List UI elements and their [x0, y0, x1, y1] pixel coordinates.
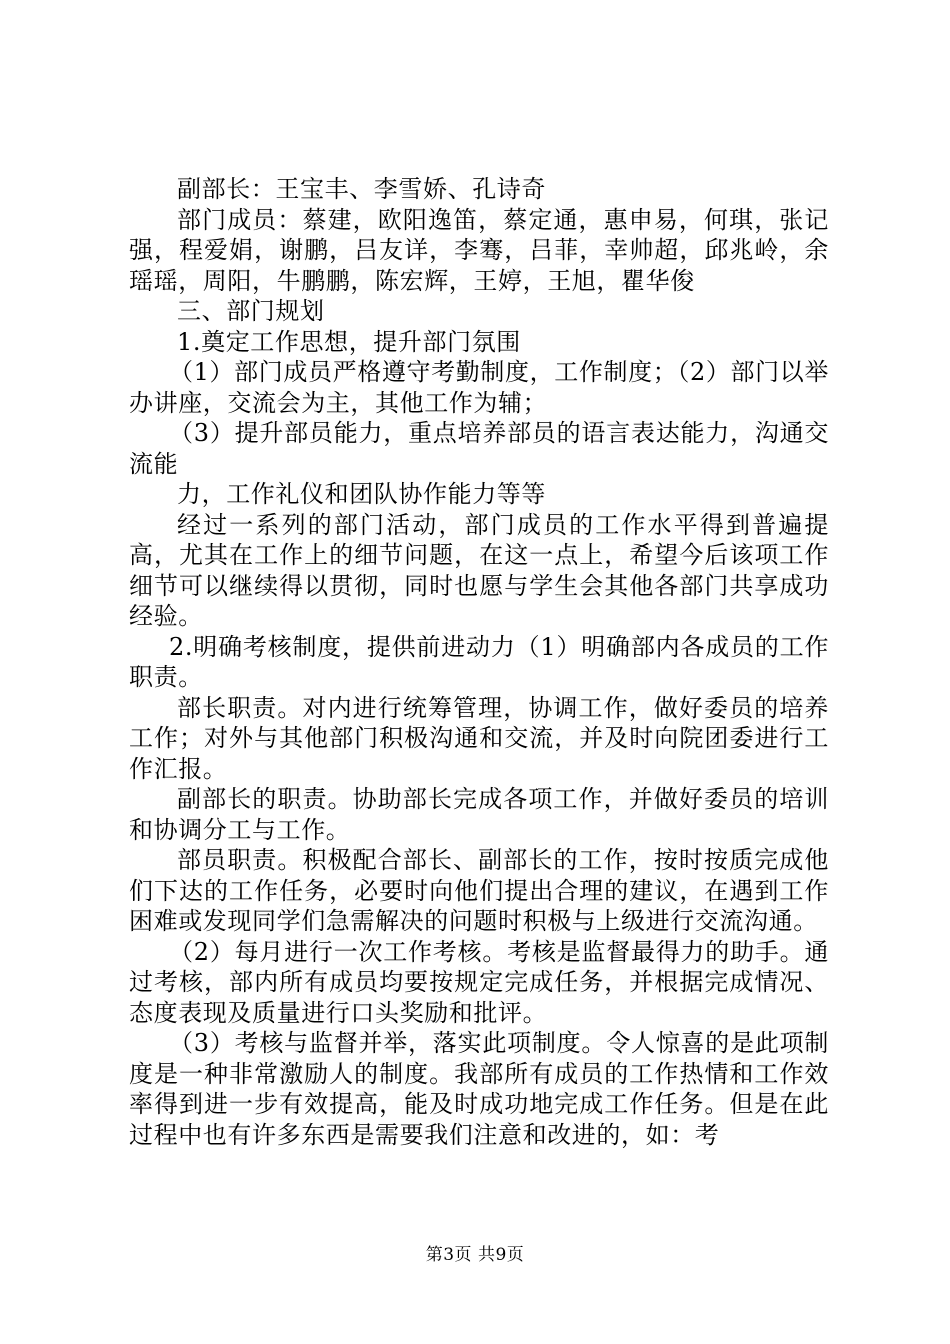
subheading-1: 1.奠定工作思想，提升部门氛围 — [177, 327, 521, 356]
page-footer: 第3页 共9页 — [425, 1245, 525, 1265]
document-body — [129, 174, 829, 1150]
paragraph-monthly-review: （2）每月进行一次工作考核。考核是监督最得力的助手。通过考核，部内所有成员均要按规定完成任务，并根据完成情况、态度表现及质量进行口头奖励和批评。 — [129, 937, 829, 1027]
paragraph-item-1-2: （1）部门成员严格遵守考勤制度，工作制度；（2）部门以举办讲座，交流会为主，其他工作为辅； — [129, 358, 829, 417]
paragraph-review-supervision: （3）考核与监督并举，落实此项制度。令人惊喜的是此项制度是一种非常激励人的制度。我部所有成员的工作热情和工作效率得到进一步有效提高，能及时成功地完成工作任务。但是在此过程中也有许多东西是需要我们注意和改进的，如：考 — [129, 1029, 829, 1149]
paragraph-item-3: （3）提升部员能力，重点培养部员的语言表达能力，沟通交流能 — [129, 419, 829, 478]
paragraph-members: 部门成员：蔡建，欧阳逸笛，蔡定通，惠申易，何琪，张记强，程爱娟，谢鹏，吕友详，李骞，吕菲，幸帅超，邱兆岭，余瑶瑶，周阳，牛鹏鹏，陈宏辉，王婷，王旭，瞿华俊 — [129, 205, 829, 295]
paragraph-item-3-cont: 力，工作礼仪和团队协作能力等等 — [177, 480, 546, 508]
paragraph-vice-minister-duty: 副部长的职责。协助部长完成各项工作，并做好委员的培训和协调分工与工作。 — [129, 785, 829, 844]
subheading-2: 2.明确考核制度，提供前进动力（1）明确部内各成员的工作职责。 — [129, 632, 829, 691]
paragraph-member-duty: 部员职责。积极配合部长、副部长的工作，按时按质完成他们下达的工作任务，必要时向他们提出合理的建议，在遇到工作困难或发现同学们急需解决的问题时积极与上级进行交流沟通。 — [129, 846, 829, 935]
paragraph-activities: 经过一系列的部门活动，部门成员的工作水平得到普遍提高，尤其在工作上的细节问题，在这一点上，希望今后该项工作细节可以继续得以贯彻，同时也愿与学生会其他各部门共享成功经验。 — [129, 510, 829, 630]
paragraph-minister-duty: 部长职责。对内进行统筹管理，协调工作，做好委员的培养工作；对外与其他部门积极沟通和交流，并及时向院团委进行工作汇报。 — [129, 693, 829, 783]
paragraph-vice-ministers: 副部长：王宝丰、李雪娇、孔诗奇 — [177, 175, 546, 203]
section-heading-plan: 三、部门规划 — [177, 297, 325, 325]
